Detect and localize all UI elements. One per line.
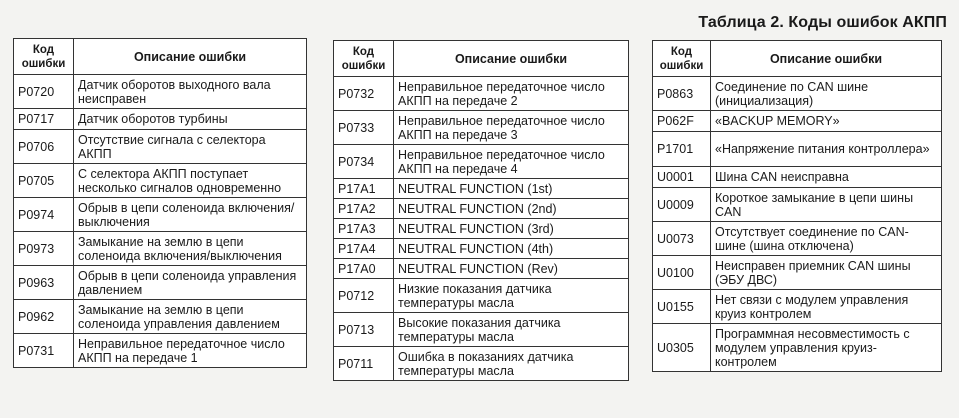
error-description: Отсутствует соединение по CAN-шине (шина отключена): [711, 222, 942, 256]
error-description: «Напряжение питания контроллера»: [711, 132, 942, 167]
error-description: Неправильное передаточное число АКПП на передаче 3: [394, 111, 629, 145]
table-row: [653, 188, 942, 222]
table-row: [334, 347, 629, 381]
error-code: P0734: [334, 145, 394, 179]
error-code: P0733: [334, 111, 394, 145]
table-row: [653, 290, 942, 324]
error-description: Обрыв в цепи соленоида включения/выключения: [74, 198, 307, 232]
error-description: Обрыв в цепи соленоида управления давлением: [74, 266, 307, 300]
table-row: [14, 130, 307, 164]
error-code: P0974: [14, 198, 74, 232]
header-code: Код ошибки: [14, 39, 74, 75]
error-code: P17A1: [334, 179, 394, 199]
table-row: [334, 111, 629, 145]
error-code: P17A4: [334, 239, 394, 259]
error-description: Замыкание на землю в цепи соленоида управления давлением: [74, 300, 307, 334]
error-description: NEUTRAL FUNCTION (2nd): [394, 199, 629, 219]
table-row: [14, 232, 307, 266]
header-description: Описание ошибки: [711, 41, 942, 77]
error-code: P0963: [14, 266, 74, 300]
error-description: Соединение по CAN шине (инициализация): [711, 77, 942, 111]
error-code: U0100: [653, 256, 711, 290]
error-codes-table-2: [333, 40, 629, 381]
table-row: [14, 334, 307, 368]
error-code: P0732: [334, 77, 394, 111]
table-row: [334, 313, 629, 347]
header-code: Код ошибки: [334, 41, 394, 77]
error-description: Неправильное передаточное число АКПП на передаче 4: [394, 145, 629, 179]
error-code: U0009: [653, 188, 711, 222]
table-row: [653, 222, 942, 256]
error-description: Высокие показания датчика температуры масла: [394, 313, 629, 347]
table-row: [334, 279, 629, 313]
table-row: [14, 266, 307, 300]
error-description: NEUTRAL FUNCTION (1st): [394, 179, 629, 199]
error-description: «BACKUP MEMORY»: [711, 111, 942, 132]
error-description: Нет связи с модулем управления круиз контролем: [711, 290, 942, 324]
error-description: Короткое замыкание в цепи шины CAN: [711, 188, 942, 222]
error-description: NEUTRAL FUNCTION (3rd): [394, 219, 629, 239]
table-row: [14, 164, 307, 198]
header-description: Описание ошибки: [74, 39, 307, 75]
error-code: U0155: [653, 290, 711, 324]
error-description: С селектора АКПП поступает несколько сигналов одновременно: [74, 164, 307, 198]
error-description: Низкие показания датчика температуры масла: [394, 279, 629, 313]
error-description: Неисправен приемник CAN шины (ЭБУ ДВС): [711, 256, 942, 290]
error-description: Шина CAN неисправна: [711, 167, 942, 188]
table-row: [334, 77, 629, 111]
error-code: P0705: [14, 164, 74, 198]
error-code: P0973: [14, 232, 74, 266]
error-code: P0711: [334, 347, 394, 381]
table-row: [334, 219, 629, 239]
table-row: [653, 167, 942, 188]
error-description: Датчик оборотов турбины: [74, 109, 307, 130]
error-code: U0305: [653, 324, 711, 372]
table-row: [334, 199, 629, 219]
error-code: P0863: [653, 77, 711, 111]
error-code: P0720: [14, 75, 74, 109]
error-code: P0706: [14, 130, 74, 164]
error-code: P0713: [334, 313, 394, 347]
error-description: Отсутствие сигнала с селектора АКПП: [74, 130, 307, 164]
error-code: P0962: [14, 300, 74, 334]
error-code: P0731: [14, 334, 74, 368]
error-code: P0717: [14, 109, 74, 130]
table-row: [14, 300, 307, 334]
error-code: P17A0: [334, 259, 394, 279]
error-codes-table-1: [13, 38, 307, 368]
error-description: NEUTRAL FUNCTION (Rev): [394, 259, 629, 279]
table-row: [334, 259, 629, 279]
error-description: Неправильное передаточное число АКПП на передаче 2: [394, 77, 629, 111]
error-description: Программная несовместимость с модулем управления круиз-контролем: [711, 324, 942, 372]
table-row: [334, 179, 629, 199]
error-code: P17A3: [334, 219, 394, 239]
table-title: Таблица 2. Коды ошибок АКПП: [698, 14, 947, 31]
error-code: U0073: [653, 222, 711, 256]
error-description: NEUTRAL FUNCTION (4th): [394, 239, 629, 259]
error-codes-table-3: [652, 40, 942, 372]
error-code: P0712: [334, 279, 394, 313]
table-row: [653, 132, 942, 167]
table-row: [653, 256, 942, 290]
table-row: [653, 111, 942, 132]
error-code: P062F: [653, 111, 711, 132]
header-description: Описание ошибки: [394, 41, 629, 77]
table-row: [14, 109, 307, 130]
table-row: [14, 198, 307, 232]
error-description: Датчик оборотов выходного вала неисправен: [74, 75, 307, 109]
header-code: Код ошибки: [653, 41, 711, 77]
error-description: Замыкание на землю в цепи соленоида включения/выключения: [74, 232, 307, 266]
table-row: [653, 324, 942, 372]
error-code: P17A2: [334, 199, 394, 219]
error-description: Ошибка в показаниях датчика температуры масла: [394, 347, 629, 381]
table-row: [14, 75, 307, 109]
error-code: U0001: [653, 167, 711, 188]
error-code: P1701: [653, 132, 711, 167]
error-description: Неправильное передаточное число АКПП на передаче 1: [74, 334, 307, 368]
table-row: [334, 239, 629, 259]
table-row: [334, 145, 629, 179]
table-row: [653, 77, 942, 111]
